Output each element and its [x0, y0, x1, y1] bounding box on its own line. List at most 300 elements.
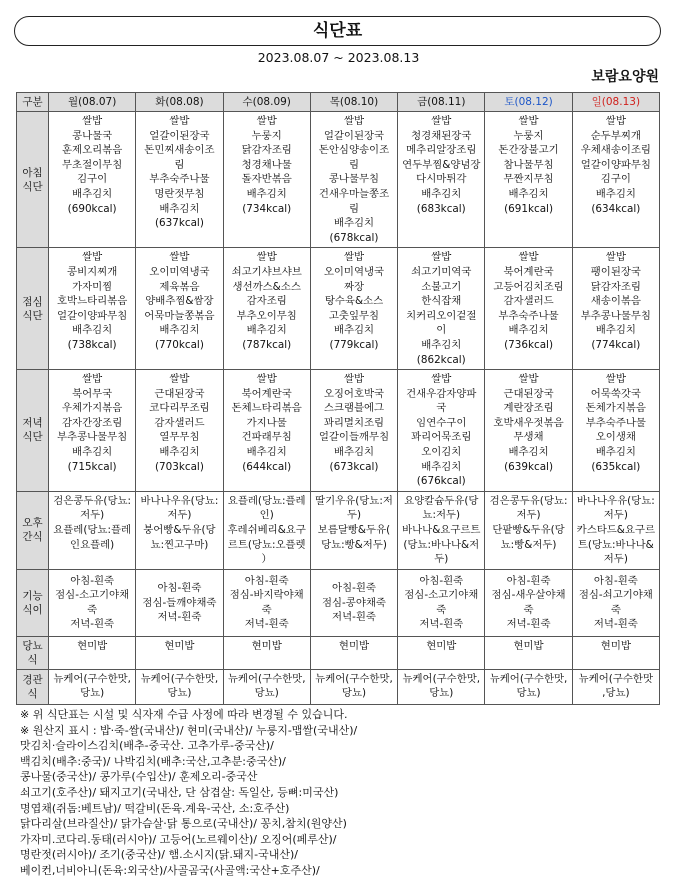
menu-item: 저두): [603, 553, 628, 566]
menu-item: 가지나물: [246, 416, 287, 429]
menu-item: 배추김치: [595, 446, 636, 459]
note-line: 베이컨,너비아니(돈육:외국산)/사골곰국(사골액:국산+호주산)/: [20, 863, 320, 877]
menu-item: 배추김치: [72, 187, 113, 200]
menu-item: 뇨:찐고구마): [150, 538, 209, 551]
menu-item: 저녁-흰죽: [593, 618, 638, 631]
menu-item: (738kcal): [67, 338, 117, 351]
menu-item: 김구이: [77, 173, 108, 186]
table-row-lunch: [17, 248, 660, 370]
menu-item: 뉴케어(구수한맛,: [402, 672, 481, 685]
note-line: 쇠고기(호주산)/ 돼지고기(국내산, 단 삼겹살: 독일산, 등뼈:미국산): [20, 785, 339, 799]
menu-item: (715kcal): [67, 460, 117, 473]
menu-cell-snack-fri: [398, 491, 485, 569]
menu-item: 쌀밥: [343, 115, 365, 127]
row-label-snack: [17, 491, 49, 569]
menu-item: 현미밥: [338, 639, 370, 652]
row-label-tube: [17, 669, 49, 704]
menu-item: 명란젓무침: [154, 187, 205, 200]
row-label-line: 간식: [22, 531, 43, 544]
menu-item: 무짠지무침: [503, 173, 554, 186]
menu-cell-snack-mon: [49, 491, 136, 569]
menu-item: 부추콩나물무침: [580, 309, 651, 322]
menu-item: 당뇨): [516, 687, 541, 700]
row-label-functional: [17, 569, 49, 636]
menu-item: 당뇨): [167, 687, 192, 700]
menu-item: 저두): [516, 509, 541, 522]
day-header-mon: 월(08.07): [49, 93, 136, 112]
note-line: ※ 위 식단표는 시설 및 식자재 수급 사정에 따라 변경될 수 있습니다.: [20, 708, 348, 721]
menu-item: 돈체가지볶음: [585, 402, 646, 415]
menu-cell-dinner-tue: [136, 370, 223, 492]
menu-cell-lunch-mon: [49, 248, 136, 370]
notes-section: [20, 707, 670, 879]
menu-item: 감자샐러드: [154, 416, 205, 429]
menu-item: 배추김치: [72, 324, 113, 337]
table-header-row: [17, 93, 660, 112]
menu-item: 배추김치: [333, 324, 375, 337]
menu-item: 저두): [603, 509, 628, 522]
menu-item: 짜장: [343, 280, 365, 293]
menu-item: 제육볶음: [159, 280, 200, 293]
menu-item: 저두): [80, 509, 105, 522]
menu-item: (676kcal): [416, 475, 466, 488]
menu-item: 꽈리멸치조림: [323, 416, 385, 429]
menu-cell-tube-fri: [398, 669, 485, 704]
menu-item: 돈체느타리볶음: [231, 402, 302, 415]
menu-item: 두): [346, 509, 362, 522]
menu-cell-breakfast-sat: [485, 112, 572, 248]
menu-item: 오징어호박국: [323, 387, 385, 400]
row-label-line: 오후: [22, 517, 43, 530]
menu-cell-functional-wed: [223, 569, 310, 636]
menu-item: (779kcal): [329, 338, 379, 351]
note-line: 닭다리살(브라질산)/ 닭가슴살·닭 통으로(국내산)/ 꽁치,참치(원양산): [20, 817, 347, 831]
menu-item: 배추김치: [508, 446, 549, 459]
menu-item: (635kcal): [591, 460, 641, 473]
menu-item: 생선까스&소스: [232, 280, 301, 293]
menu-item: 건파래무침: [241, 431, 292, 444]
menu-item: 쌀밥: [256, 115, 277, 127]
menu-item: 림: [348, 202, 359, 215]
menu-item: 쌀밥: [431, 373, 452, 386]
menu-item: 쌀밥: [431, 115, 452, 127]
menu-item: 점심-바지락야채: [229, 589, 304, 602]
menu-cell-diabetic-thu: [310, 636, 397, 669]
menu-item: 쌀밥: [605, 251, 626, 264]
menu-cell-breakfast-fri: [398, 112, 485, 248]
menu-cell-diabetic-fri: [398, 636, 485, 669]
menu-item: 쌀밥: [82, 373, 103, 386]
table-row-breakfast: [17, 112, 660, 248]
menu-cell-snack-tue: [136, 491, 223, 569]
menu-item: 배추김치: [421, 187, 462, 200]
menu-item: 인요플레): [70, 538, 115, 551]
row-label-line: 저녁: [22, 417, 43, 430]
menu-item: 꽈리어묵조림: [411, 431, 472, 444]
menu-item: 배추김치: [595, 324, 636, 337]
menu-item: 뉴케어(구수한맛,: [315, 672, 393, 685]
menu-item: 배추김치: [595, 187, 636, 200]
menu-item: 돈안심양송이조: [318, 144, 390, 157]
menu-item: 스크램블에그: [323, 402, 385, 415]
note-line: 백김치(배추:중국)/ 나박김치(배추:국산,고추분:중국산)/: [20, 754, 286, 768]
menu-item: 후레쉬베리&요구: [227, 524, 306, 537]
row-label-breakfast: [17, 112, 49, 248]
menu-item: 뉴케어(구수한맛,: [140, 672, 219, 685]
menu-item: 바나나우유(당뇨:: [576, 494, 655, 507]
menu-item: 검은콩두유(당뇨:: [53, 494, 132, 507]
menu-item: 쌀밥: [169, 373, 190, 386]
menu-item: 돈간장불고기: [498, 144, 559, 157]
menu-item: 이: [436, 324, 447, 337]
menu-cell-snack-sat: [485, 491, 572, 569]
menu-item: (690kcal): [67, 202, 117, 215]
menu-item: 돌자반볶음: [241, 173, 292, 186]
menu-item: 건새우감자양파: [406, 387, 477, 400]
menu-cell-dinner-fri: [398, 370, 485, 492]
table-row-dinner: [17, 370, 660, 492]
menu-cell-lunch-thu: [310, 248, 397, 370]
day-header-wed: 수(08.09): [223, 93, 310, 112]
menu-item: 누룽지: [513, 129, 544, 142]
menu-item: 아침-흰죽: [244, 574, 289, 587]
menu-item: 부추숙주나물: [585, 416, 646, 429]
menu-item: 현미밥: [426, 639, 457, 652]
menu-item: 저녁-흰죽: [244, 618, 289, 631]
menu-cell-snack-wed: [223, 491, 310, 569]
menu-item: 탕수육&소스: [324, 295, 384, 308]
menu-item: 누룽지: [251, 129, 282, 142]
menu-cell-functional-fri: [398, 569, 485, 636]
menu-item: 배추김치: [159, 446, 200, 459]
menu-item: 아침-흰죽: [70, 574, 115, 587]
row-label-line: 경관: [22, 673, 43, 686]
menu-item: 팽이된장국: [590, 265, 641, 278]
menu-item: 뇨:빵&저두): [500, 538, 557, 551]
menu-item: (678kcal): [329, 231, 379, 244]
menu-item: 국: [436, 402, 447, 415]
menu-item: 배추김치: [421, 460, 462, 473]
menu-item: 청경채나물: [241, 158, 292, 171]
menu-item: (736kcal): [504, 338, 554, 351]
menu-cell-diabetic-sun: [572, 636, 659, 669]
menu-item: 오이미역냉국: [149, 265, 210, 278]
menu-item: 배추김치: [159, 324, 200, 337]
menu-item: 아침-흰죽: [419, 574, 464, 587]
menu-item: (639kcal): [504, 460, 554, 473]
menu-item: (683kcal): [416, 202, 466, 215]
menu-item: 쌀밥: [605, 373, 626, 386]
day-header-fri: 금(08.11): [398, 93, 485, 112]
menu-item: 현미밥: [600, 639, 631, 652]
menu-item: 바나나&요구르트: [402, 524, 481, 537]
menu-cell-tube-tue: [136, 669, 223, 704]
menu-item: 죽: [610, 603, 621, 616]
menu-cell-lunch-sat: [485, 248, 572, 370]
menu-cell-breakfast-mon: [49, 112, 136, 248]
menu-item: 배추김치: [246, 446, 287, 459]
menu-item: (634kcal): [591, 202, 641, 215]
row-label-line: 식단: [22, 309, 43, 322]
menu-cell-breakfast-sun: [572, 112, 659, 248]
menu-item: (당뇨:바나나&저: [403, 538, 480, 551]
menu-item: 저녁-흰죽: [70, 618, 115, 631]
menu-cell-lunch-tue: [136, 248, 223, 370]
menu-cell-snack-thu: [310, 491, 397, 569]
note-line: ※ 원산지 표시 : 밥·죽-쌀(국내산)/ 현미(국내산)/ 누룽지-맵쌀(국내산)/: [20, 723, 358, 737]
row-label-line: 식이: [22, 603, 43, 616]
menu-item: 근대된장국: [503, 387, 554, 400]
menu-cell-diabetic-wed: [223, 636, 310, 669]
note-line: 콩나물(중국산)/ 콩가루(수입산)/ 훈제오리-중국산: [20, 770, 258, 784]
menu-cell-diabetic-tue: [136, 636, 223, 669]
menu-cell-tube-sat: [485, 669, 572, 704]
menu-item: 건새우마늘쫑조: [318, 187, 390, 200]
menu-item: 김구이: [600, 173, 631, 186]
menu-item: 계란장조림: [503, 402, 554, 415]
row-label-line: 식: [27, 687, 38, 700]
menu-item: 배추김치: [246, 187, 287, 200]
menu-cell-lunch-sun: [572, 248, 659, 370]
menu-item: 쇠고기샤브샤브: [231, 265, 302, 278]
menu-item: 얼갈이들깨무침: [318, 431, 390, 444]
corner-label: 구분: [17, 93, 49, 112]
row-label-line: 식: [27, 653, 38, 666]
menu-item: 점심-쇠고기야채: [578, 589, 653, 602]
menu-item: 당뇨): [80, 687, 105, 700]
menu-item: 뉴케어(구수한맛,: [489, 672, 568, 685]
menu-item: 호박새우젓볶음: [493, 416, 564, 429]
day-header-sun: 일(08.13): [572, 93, 659, 112]
row-label-dinner: [17, 370, 49, 492]
menu-item: 점심-소고기야채: [55, 589, 130, 602]
menu-item: 코다리무조림: [149, 402, 210, 415]
row-label-line: 당뇨: [22, 639, 43, 652]
menu-item: 얼갈이된장국: [323, 129, 385, 142]
menu-item: 현미밥: [513, 639, 544, 652]
menu-item: 어묵마늘쫑볶음: [144, 309, 215, 322]
day-header-tue: 화(08.08): [136, 93, 223, 112]
menu-item: 연두부찜&양념장: [402, 158, 481, 171]
menu-item: 북어계란국: [503, 265, 554, 278]
menu-item: 당뇨): [254, 687, 279, 700]
menu-item: 르트(당뇨:오플렛: [227, 538, 306, 551]
menu-item: 배추김치: [333, 217, 375, 230]
menu-item: 돈민찌새송이조: [144, 144, 215, 157]
menu-item: 점심-콩야채죽: [321, 596, 386, 609]
menu-item: 요플레(당뇨:플레: [227, 494, 306, 507]
menu-item: 뉴케어(구수한맛,: [227, 672, 306, 685]
menu-item: 열무무침: [159, 431, 200, 444]
menu-cell-dinner-mon: [49, 370, 136, 492]
menu-item: 인): [259, 509, 274, 522]
menu-cell-functional-tue: [136, 569, 223, 636]
menu-item: 훈제오리볶음: [62, 144, 123, 157]
menu-item: 보름달빵&두유(: [317, 524, 391, 537]
menu-item: 근대된장국: [154, 387, 205, 400]
table-row-snack: [17, 491, 660, 569]
menu-item: 치커리오이겉절: [406, 309, 477, 322]
menu-item: 북어무국: [72, 387, 113, 400]
menu-cell-functional-sat: [485, 569, 572, 636]
menu-item: 부추숙주나물: [149, 173, 210, 186]
menu-cell-diabetic-mon: [49, 636, 136, 669]
menu-item: 우체새송이조림: [580, 144, 651, 157]
menu-cell-dinner-thu: [310, 370, 397, 492]
menu-item: 저녁-흰죽: [506, 618, 551, 631]
menu-item: 쌀밥: [256, 373, 277, 386]
menu-item: 죽: [261, 603, 272, 616]
menu-cell-dinner-sun: [572, 370, 659, 492]
menu-item: 당뇨): [341, 687, 367, 700]
menu-cell-tube-mon: [49, 669, 136, 704]
menu-item: 두): [434, 553, 449, 566]
menu-item: (691kcal): [504, 202, 554, 215]
menu-item: 아침-흰죽: [332, 581, 376, 594]
menu-cell-tube-sun: [572, 669, 659, 704]
menu-item: 배추김치: [508, 324, 549, 337]
menu-cell-snack-sun: [572, 491, 659, 569]
menu-item: 닭감자조림: [241, 144, 292, 157]
menu-item: 붕어빵&두유(당: [143, 524, 216, 537]
menu-item: 현미밥: [251, 639, 282, 652]
menu-item: 콩비지찌개: [67, 265, 118, 278]
menu-item: 청경채된장국: [411, 129, 472, 142]
menu-cell-dinner-sat: [485, 370, 572, 492]
menu-item: 아침-흰죽: [157, 581, 202, 594]
menu-item: 쌀밥: [518, 373, 539, 386]
menu-item: 어묵쑥갓국: [590, 387, 641, 400]
menu-item: 북어계란국: [241, 387, 292, 400]
menu-item: 점심-새우살야채: [491, 589, 566, 602]
menu-item: 당뇨:빵&저두): [321, 538, 387, 551]
menu-cell-breakfast-thu: [310, 112, 397, 248]
menu-cell-breakfast-wed: [223, 112, 310, 248]
note-line: 맛김치·슬라이스김치(배추-중국산. 고추가루-중국산)/: [20, 739, 274, 753]
menu-item: 배추김치: [159, 202, 200, 215]
menu-item: 쌀밥: [82, 115, 103, 127]
table-row-tube: [17, 669, 660, 704]
menu-item: 오이미역냉국: [323, 265, 385, 278]
note-line: 가자미.코다리.동태(러시아)/ 고등어(노르웨이산)/ 오징어(페루산)/: [20, 832, 337, 846]
note-line: 명란젓(러시아)/ 조기(중국산)/ 햄.소시지(닭.돼지-국내산)/: [20, 848, 298, 862]
menu-item: 순두부찌개: [590, 129, 641, 142]
menu-item: (774kcal): [591, 338, 641, 351]
menu-item: 오이생채: [595, 431, 636, 444]
row-label-line: 아침: [22, 166, 43, 179]
menu-item: 호박느타리볶음: [57, 295, 128, 308]
menu-item: 무생채: [513, 431, 544, 444]
menu-item: (644kcal): [242, 460, 292, 473]
menu-item: 아침-흰죽: [593, 574, 638, 587]
menu-item: 저녁-흰죽: [419, 618, 464, 631]
menu-item: 쌀밥: [82, 251, 103, 264]
row-label-line: 식단: [22, 431, 43, 444]
menu-item: 고춧잎무침: [328, 309, 380, 322]
row-label-line: 점심: [22, 295, 43, 308]
day-header-sat: 토(08.12): [485, 93, 572, 112]
menu-item: 고등어김치조림: [493, 280, 564, 293]
menu-item: 카스타드&요구르: [576, 524, 656, 537]
menu-item: 닭감자조림: [590, 280, 641, 293]
menu-item: 쌀밥: [343, 373, 365, 386]
organization-name: 보람요양원: [591, 69, 659, 85]
menu-item: 배추김치: [246, 324, 287, 337]
menu-cell-diabetic-sat: [485, 636, 572, 669]
menu-item: 당뇨): [429, 687, 454, 700]
menu-item: 부추오이무침: [236, 309, 297, 322]
menu-item: 감자조림: [246, 295, 287, 308]
row-label-line: 식단: [22, 180, 43, 193]
menu-item: 감자간장조림: [62, 416, 123, 429]
row-label-lunch: [17, 248, 49, 370]
menu-item: 배추김치: [72, 446, 113, 459]
menu-item: (637kcal): [154, 217, 204, 230]
menu-item: 쌀밥: [518, 251, 539, 264]
menu-item: ,당뇨): [602, 687, 630, 700]
menu-item: 감자샐러드: [503, 295, 554, 308]
menu-item: 저두): [167, 509, 192, 522]
menu-item: 다시마튀각: [416, 173, 467, 186]
menu-item: 죽: [523, 603, 534, 616]
menu-item: 림: [348, 158, 359, 171]
date-range: 2023.08.07 ~ 2023.08.13: [257, 50, 420, 65]
menu-item: 콩나물국: [72, 129, 113, 142]
menu-cell-functional-thu: [310, 569, 397, 636]
menu-item: 단팥빵&두유(당: [492, 524, 565, 537]
menu-item: 바나나우유(당뇨:: [140, 494, 219, 507]
menu-item: 얼갈이양파무침: [580, 158, 651, 171]
menu-item: 쌀밥: [169, 115, 190, 127]
menu-item: 뉴케어(구수한맛: [578, 672, 653, 685]
menu-item: (787kcal): [242, 338, 292, 351]
menu-item: 쌀밥: [343, 251, 365, 264]
menu-item: 트(당뇨:바나나&: [577, 538, 654, 551]
note-line: 명엽채(쥐돔:베트남)/ 떡갈비(돈육.계육-국산, 소:호주산): [20, 801, 290, 815]
menu-cell-functional-sun: [572, 569, 659, 636]
menu-item: 죽: [436, 603, 447, 616]
menu-item: 뉴케어(구수한맛,: [53, 672, 131, 685]
menu-item: 쌀밥: [256, 251, 277, 264]
menu-item: ）: [261, 553, 272, 566]
menu-item: 오이김치: [421, 446, 462, 459]
page-title: 식단표: [14, 16, 661, 46]
menu-item: 우체가지볶음: [62, 402, 123, 415]
menu-item: 쌀밥: [169, 251, 190, 264]
menu-item: 쌀밥: [605, 115, 626, 127]
menu-item: 부추콩나물무침: [57, 431, 128, 444]
menu-item: 요양칼슘두유(당: [404, 494, 479, 507]
menu-item: 저녁-흰죽: [157, 611, 202, 624]
menu-item: 무초절이무침: [62, 158, 123, 171]
menu-item: 임연수구이: [416, 416, 467, 429]
menu-item: 얼갈이양파무침: [57, 309, 128, 322]
table-row-functional: [17, 569, 660, 636]
row-label-diabetic: [17, 636, 49, 669]
menu-item: (770kcal): [154, 338, 204, 351]
menu-item: 점심-들깨야채죽: [142, 596, 217, 609]
menu-item: 콩나물무침: [328, 173, 380, 186]
menu-item: 배추김치: [333, 446, 375, 459]
menu-item: 한식잡채: [421, 295, 462, 308]
menu-cell-tube-thu: [310, 669, 397, 704]
menu-cell-breakfast-tue: [136, 112, 223, 248]
meal-table: [16, 92, 660, 705]
menu-item: 쌀밥: [518, 115, 539, 127]
menu-item: 딸기우유(당뇨:저: [315, 494, 393, 507]
menu-item: 배추김치: [508, 187, 549, 200]
row-label-line: 기능: [22, 589, 43, 602]
